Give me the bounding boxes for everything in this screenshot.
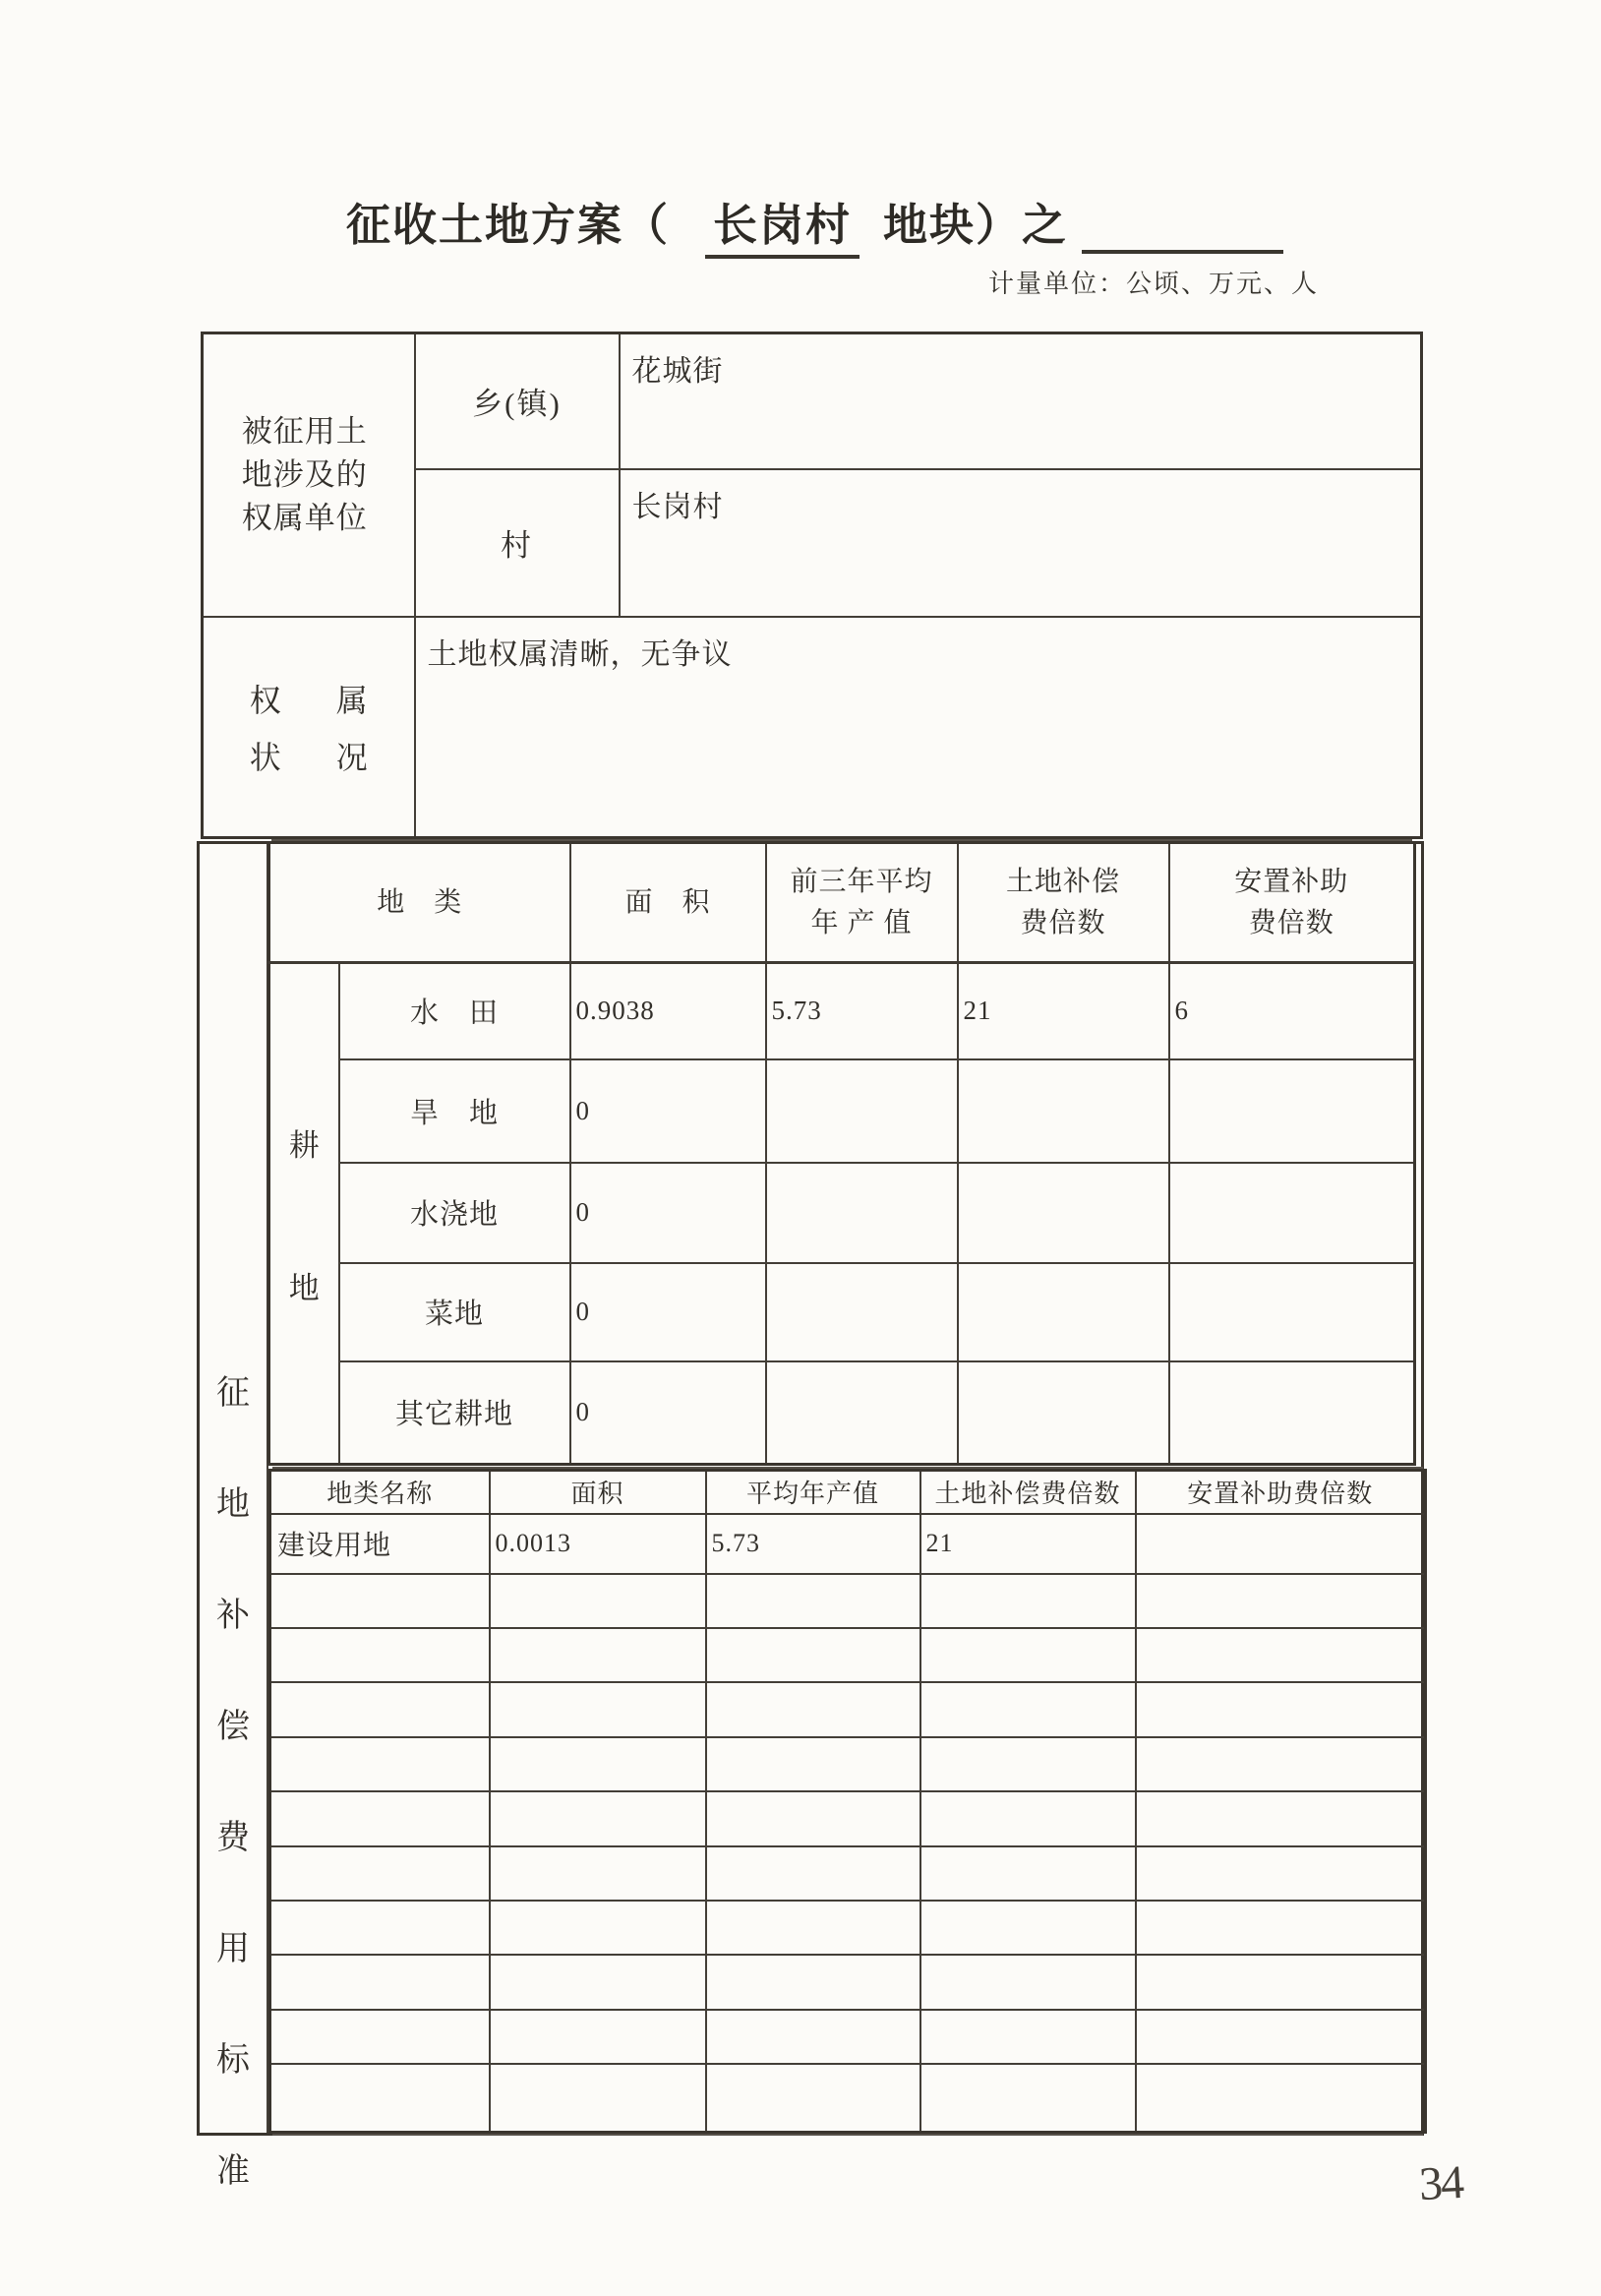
- side-label-char: 准: [216, 2153, 250, 2190]
- status-char: 状: [249, 739, 281, 775]
- empty-cell: [1136, 2010, 1426, 2064]
- header-land-multiple-line1: 土地补偿: [1006, 866, 1121, 897]
- construction-empty-row: [270, 1628, 1426, 1682]
- header-resettle-line1: 安置补助: [1234, 866, 1349, 897]
- empty-cell: [490, 2064, 706, 2132]
- land-name-cell: 旱 地: [339, 1059, 570, 1163]
- empty-cell: [706, 1791, 920, 1845]
- construction-empty-row: [270, 1901, 1426, 1955]
- land-multiple-cell: [958, 1163, 1169, 1263]
- empty-cell: [920, 1846, 1136, 1901]
- construction-empty-row: [270, 1791, 1426, 1845]
- side-label-char: 用: [216, 1931, 250, 1967]
- land-name-cell: 水 田: [339, 963, 570, 1059]
- empty-cell: [270, 1737, 490, 1791]
- header-land-multiple: [958, 843, 1169, 963]
- empty-cell: [920, 1682, 1136, 1736]
- empty-cell: [490, 1846, 706, 1901]
- farmland-row-dry: [269, 1059, 1415, 1163]
- empty-cell: [1136, 1901, 1426, 1955]
- construction-empty-row: [270, 1682, 1426, 1736]
- land-multiple-cell: [958, 1263, 1169, 1361]
- header-resettle-multiple: 安置补助费倍数: [1136, 1471, 1426, 1514]
- village-label-cell: 村: [415, 469, 620, 617]
- group-char: 地: [288, 1270, 320, 1305]
- empty-cell: [1136, 1955, 1426, 2009]
- header-output-line1: 前三年平均: [790, 866, 933, 897]
- empty-cell: [920, 2064, 1136, 2132]
- empty-cell: [920, 1791, 1136, 1845]
- construction-empty-row: [270, 2064, 1426, 2132]
- empty-cell: [920, 1901, 1136, 1955]
- resettle-multiple-cell: [1136, 1514, 1426, 1574]
- status-value-cell: 土地权属清晰，无争议: [415, 617, 1422, 838]
- empty-cell: [706, 1682, 920, 1736]
- page-title: [346, 189, 1068, 259]
- village-value-cell: 长岗村: [620, 469, 1422, 617]
- header-area: 面积: [490, 1471, 706, 1514]
- land-multiple-cell: 21: [958, 963, 1169, 1059]
- area-cell: 0: [570, 1361, 766, 1465]
- output-cell: [766, 1263, 958, 1361]
- ownership-table: [201, 332, 1423, 839]
- empty-cell: [270, 1846, 490, 1901]
- resettle-multiple-cell: [1169, 1059, 1415, 1163]
- title-prefix: 征收土地方案（: [346, 201, 671, 250]
- header-area: 面 积: [570, 843, 766, 963]
- header-output: 平均年产值: [706, 1471, 920, 1514]
- empty-cell: [270, 1791, 490, 1845]
- township-value-cell: 花城街: [620, 333, 1422, 469]
- title-trailing-blank-line: [1082, 250, 1283, 254]
- empty-cell: [490, 1628, 706, 1682]
- farmland-table: [267, 841, 1416, 1466]
- ownership-section-label: 被征用土地涉及的权属单位: [241, 413, 368, 535]
- farmland-group-cell: [269, 963, 339, 1465]
- side-label-char: 费: [216, 1820, 250, 1856]
- status-char: 属: [335, 682, 368, 718]
- status-char: 况: [335, 739, 368, 775]
- side-label-char: 补: [216, 1598, 250, 1634]
- empty-cell: [270, 2064, 490, 2132]
- resettle-multiple-cell: [1169, 1361, 1415, 1465]
- land-multiple-cell: [958, 1059, 1169, 1163]
- farmland-row-paddy: [269, 963, 1415, 1059]
- farmland-row-vegetable: [269, 1263, 1415, 1361]
- page-number: 34: [1417, 2155, 1464, 2211]
- group-char: 耕: [288, 1127, 320, 1163]
- empty-cell: [1136, 1846, 1426, 1901]
- header-land-name: 地类名称: [270, 1471, 490, 1514]
- ownership-section-label-cell: [203, 333, 415, 617]
- empty-cell: [490, 1901, 706, 1955]
- resettle-multiple-cell: [1169, 1263, 1415, 1361]
- area-cell: 0.9038: [570, 963, 766, 1059]
- empty-cell: [490, 1574, 706, 1628]
- empty-cell: [1136, 1682, 1426, 1736]
- empty-cell: [706, 1955, 920, 2009]
- title-suffix: 地块）之: [883, 201, 1069, 250]
- empty-cell: [270, 1628, 490, 1682]
- empty-cell: [706, 1846, 920, 1901]
- empty-cell: [1136, 1574, 1426, 1628]
- ownership-row-township: [203, 333, 1422, 469]
- land-name-cell: 水浇地: [339, 1163, 570, 1263]
- header-land-multiple-line2: 费倍数: [1020, 907, 1106, 938]
- construction-empty-row: [270, 1846, 1426, 1901]
- empty-cell: [706, 2064, 920, 2132]
- farmland-row-irrigated: [269, 1163, 1415, 1263]
- empty-cell: [1136, 1737, 1426, 1791]
- empty-cell: [490, 1791, 706, 1845]
- empty-cell: [490, 1682, 706, 1736]
- farmland-group-label: [270, 1120, 338, 1307]
- empty-cell: [490, 2010, 706, 2064]
- land-name-cell: 其它耕地: [339, 1361, 570, 1465]
- empty-cell: [706, 2010, 920, 2064]
- empty-cell: [1136, 2064, 1426, 2132]
- compensation-section: [197, 841, 1424, 2190]
- compensation-side-label: [200, 844, 268, 2190]
- output-cell: 5.73: [766, 963, 958, 1059]
- construction-empty-row: [270, 2010, 1426, 2064]
- status-label-cell: [203, 617, 415, 838]
- land-name-cell: 建设用地: [270, 1514, 490, 1574]
- construction-row: [270, 1514, 1426, 1574]
- side-label-char: 标: [216, 2042, 250, 2079]
- empty-cell: [490, 1955, 706, 2009]
- side-label-char: 征: [216, 1375, 250, 1412]
- resettle-multiple-cell: 6: [1169, 963, 1415, 1059]
- status-label: [204, 676, 414, 778]
- township-label-cell: 乡(镇): [415, 333, 620, 469]
- empty-cell: [490, 1737, 706, 1791]
- empty-cell: [706, 1574, 920, 1628]
- header-output: [766, 843, 958, 963]
- header-resettle-line2: 费倍数: [1248, 907, 1334, 938]
- output-cell: [766, 1163, 958, 1263]
- output-cell: [766, 1059, 958, 1163]
- construction-empty-row: [270, 1574, 1426, 1628]
- empty-cell: [920, 1737, 1136, 1791]
- title-blank-filled: 长岗村: [705, 189, 860, 259]
- construction-table: [268, 1469, 1427, 2134]
- empty-cell: [920, 1574, 1136, 1628]
- land-multiple-cell: 21: [920, 1514, 1136, 1574]
- empty-cell: [1136, 1628, 1426, 1682]
- farmland-header-row: [269, 843, 1415, 963]
- empty-cell: [706, 1628, 920, 1682]
- status-char: 权: [249, 682, 281, 718]
- empty-cell: [920, 1955, 1136, 2009]
- side-label-char: 地: [216, 1486, 250, 1523]
- empty-cell: [270, 1682, 490, 1736]
- land-multiple-cell: [958, 1361, 1169, 1465]
- construction-empty-row: [270, 1955, 1426, 2009]
- empty-cell: [270, 2010, 490, 2064]
- empty-cell: [920, 1628, 1136, 1682]
- construction-empty-row: [270, 1737, 1426, 1791]
- side-label-char: 偿: [216, 1709, 250, 1745]
- header-land-multiple: 土地补偿费倍数: [920, 1471, 1136, 1514]
- farmland-row-other: [269, 1361, 1415, 1465]
- unit-note: 计量单位：公顷、万元、人: [988, 270, 1320, 298]
- area-cell: 0: [570, 1263, 766, 1361]
- land-name-cell: 菜地: [339, 1263, 570, 1361]
- empty-cell: [706, 1901, 920, 1955]
- resettle-multiple-cell: [1169, 1163, 1415, 1263]
- ownership-row-status: [203, 617, 1422, 838]
- area-cell: 0: [570, 1163, 766, 1263]
- area-cell: 0: [570, 1059, 766, 1163]
- area-cell: 0.0013: [490, 1514, 706, 1574]
- empty-cell: [1136, 1791, 1426, 1845]
- empty-cell: [270, 1955, 490, 2009]
- output-cell: 5.73: [706, 1514, 920, 1574]
- construction-header-row: [270, 1471, 1426, 1514]
- empty-cell: [706, 1737, 920, 1791]
- empty-cell: [270, 1901, 490, 1955]
- header-resettle-multiple: [1169, 843, 1415, 963]
- empty-cell: [920, 2010, 1136, 2064]
- header-output-line2: 年 产 值: [810, 907, 913, 938]
- construction-table-body: [270, 1471, 1426, 2133]
- output-cell: [766, 1361, 958, 1465]
- empty-cell: [270, 1574, 490, 1628]
- header-land-class: 地 类: [269, 843, 570, 963]
